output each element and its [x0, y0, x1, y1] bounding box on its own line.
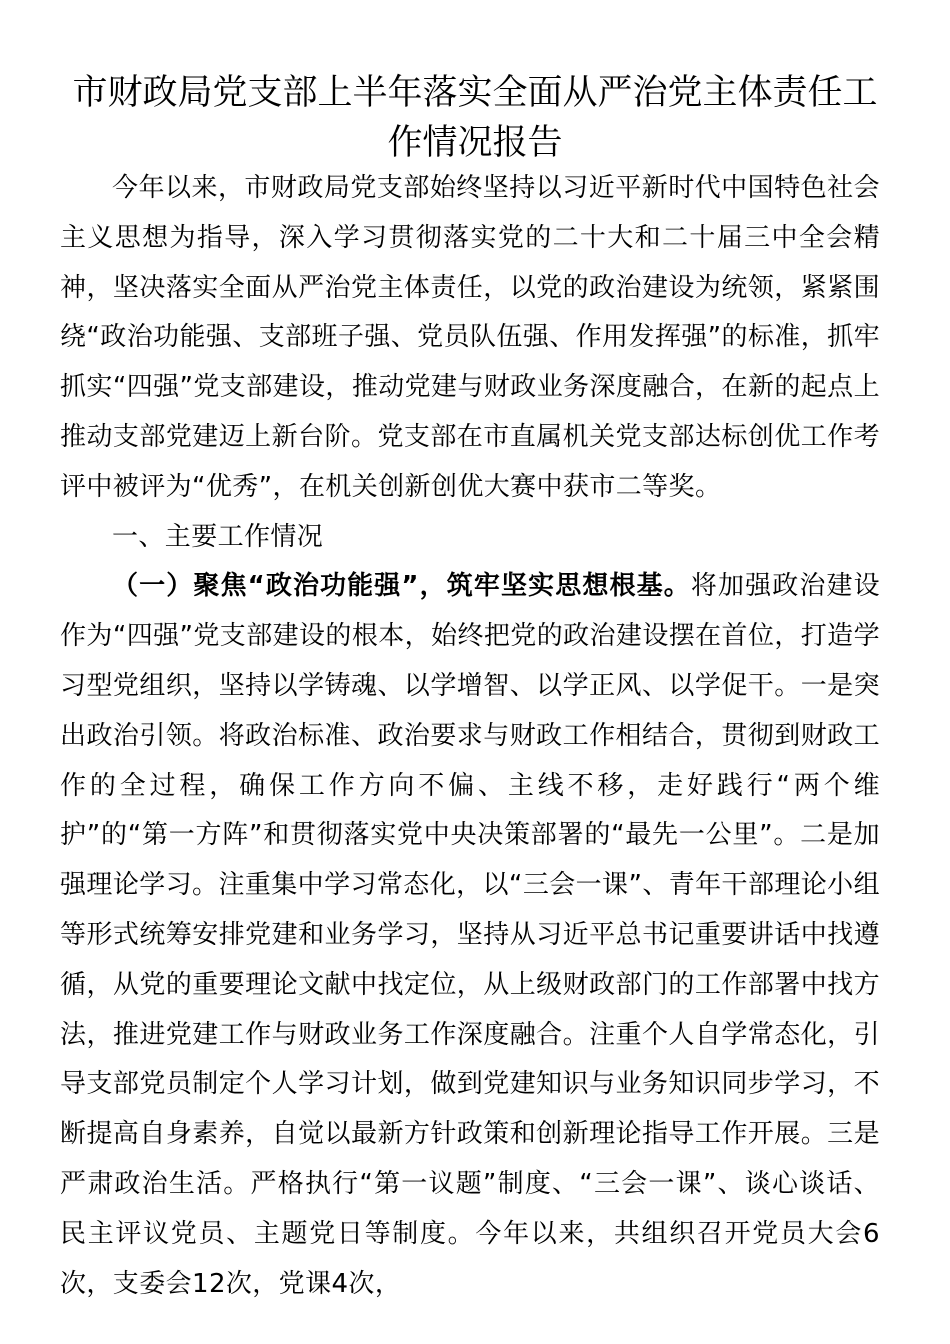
- subsection-text: 将加强政治建设作为“四强”党支部建设的根本，始终把党的政治建设摆在首位，打造学习型党组织，坚持以学铸魂、以学增智、以学正风、以学促干。一是突出政治引领。将政治标准、政治要求与财政工作相结合，贯彻到财政工作的全过程，确保工作方向不偏、主线不移，走好践行“两个维护”的“第一方阵”和贯彻落实党中央决策部署的“最先一公里”。二是加强理论学习。注重集中学习常态化，以“三会一课”、青年干部理论小组等形式统筹安排党建和业务学习，坚持从习近平总书记重要讲话中找遵循，从党的重要理论文献中找定位，从上级财政部门的工作部署中找方法，推进党建工作与财政业务工作深度融合。注重个人自学常态化，引导支部党员制定个人学习计划，做到党建知识与业务知识同步学习，不断提高自身素养，自觉以最新方针政策和创新理论指导工作开展。三是严肃政治生活。严格执行“第一议题”制度、“三会一课”、谈心谈话、民主评议党员、主题党日等制度。今年以来，共组织召开党员大会6次，支委会12次，党课4次，: [60, 571, 880, 1299]
- subsection-paragraph: [60, 562, 880, 1309]
- section-heading: 一、主要工作情况: [112, 521, 324, 552]
- document-title: 市财政局党支部上半年落实全面从严治党主体责任工作情况报告: [72, 73, 878, 163]
- subsection-lead: （一）聚焦“政治功能强”，筑牢坚实思想根基。: [112, 571, 691, 602]
- intro-paragraph: 今年以来，市财政局党支部始终坚持以习近平新时代中国特色社会主义思想为指导，深入学习贯彻落实党的二十大和二十届三中全会精神，坚决落实全面从严治党主体责任，以党的政治建设为统领，紧紧围绕“政治功能强、支部班子强、党员队伍强、作用发挥强”的标准，抓牢抓实“四强”党支部建设，推动党建与财政业务深度融合，在新的起点上推动支部党建迈上新台阶。党支部在市直属机关党支部达标创优工作考评中被评为“优秀”，在机关创新创优大赛中获市二等奖。: [60, 173, 880, 502]
- document-body: [60, 164, 880, 1309]
